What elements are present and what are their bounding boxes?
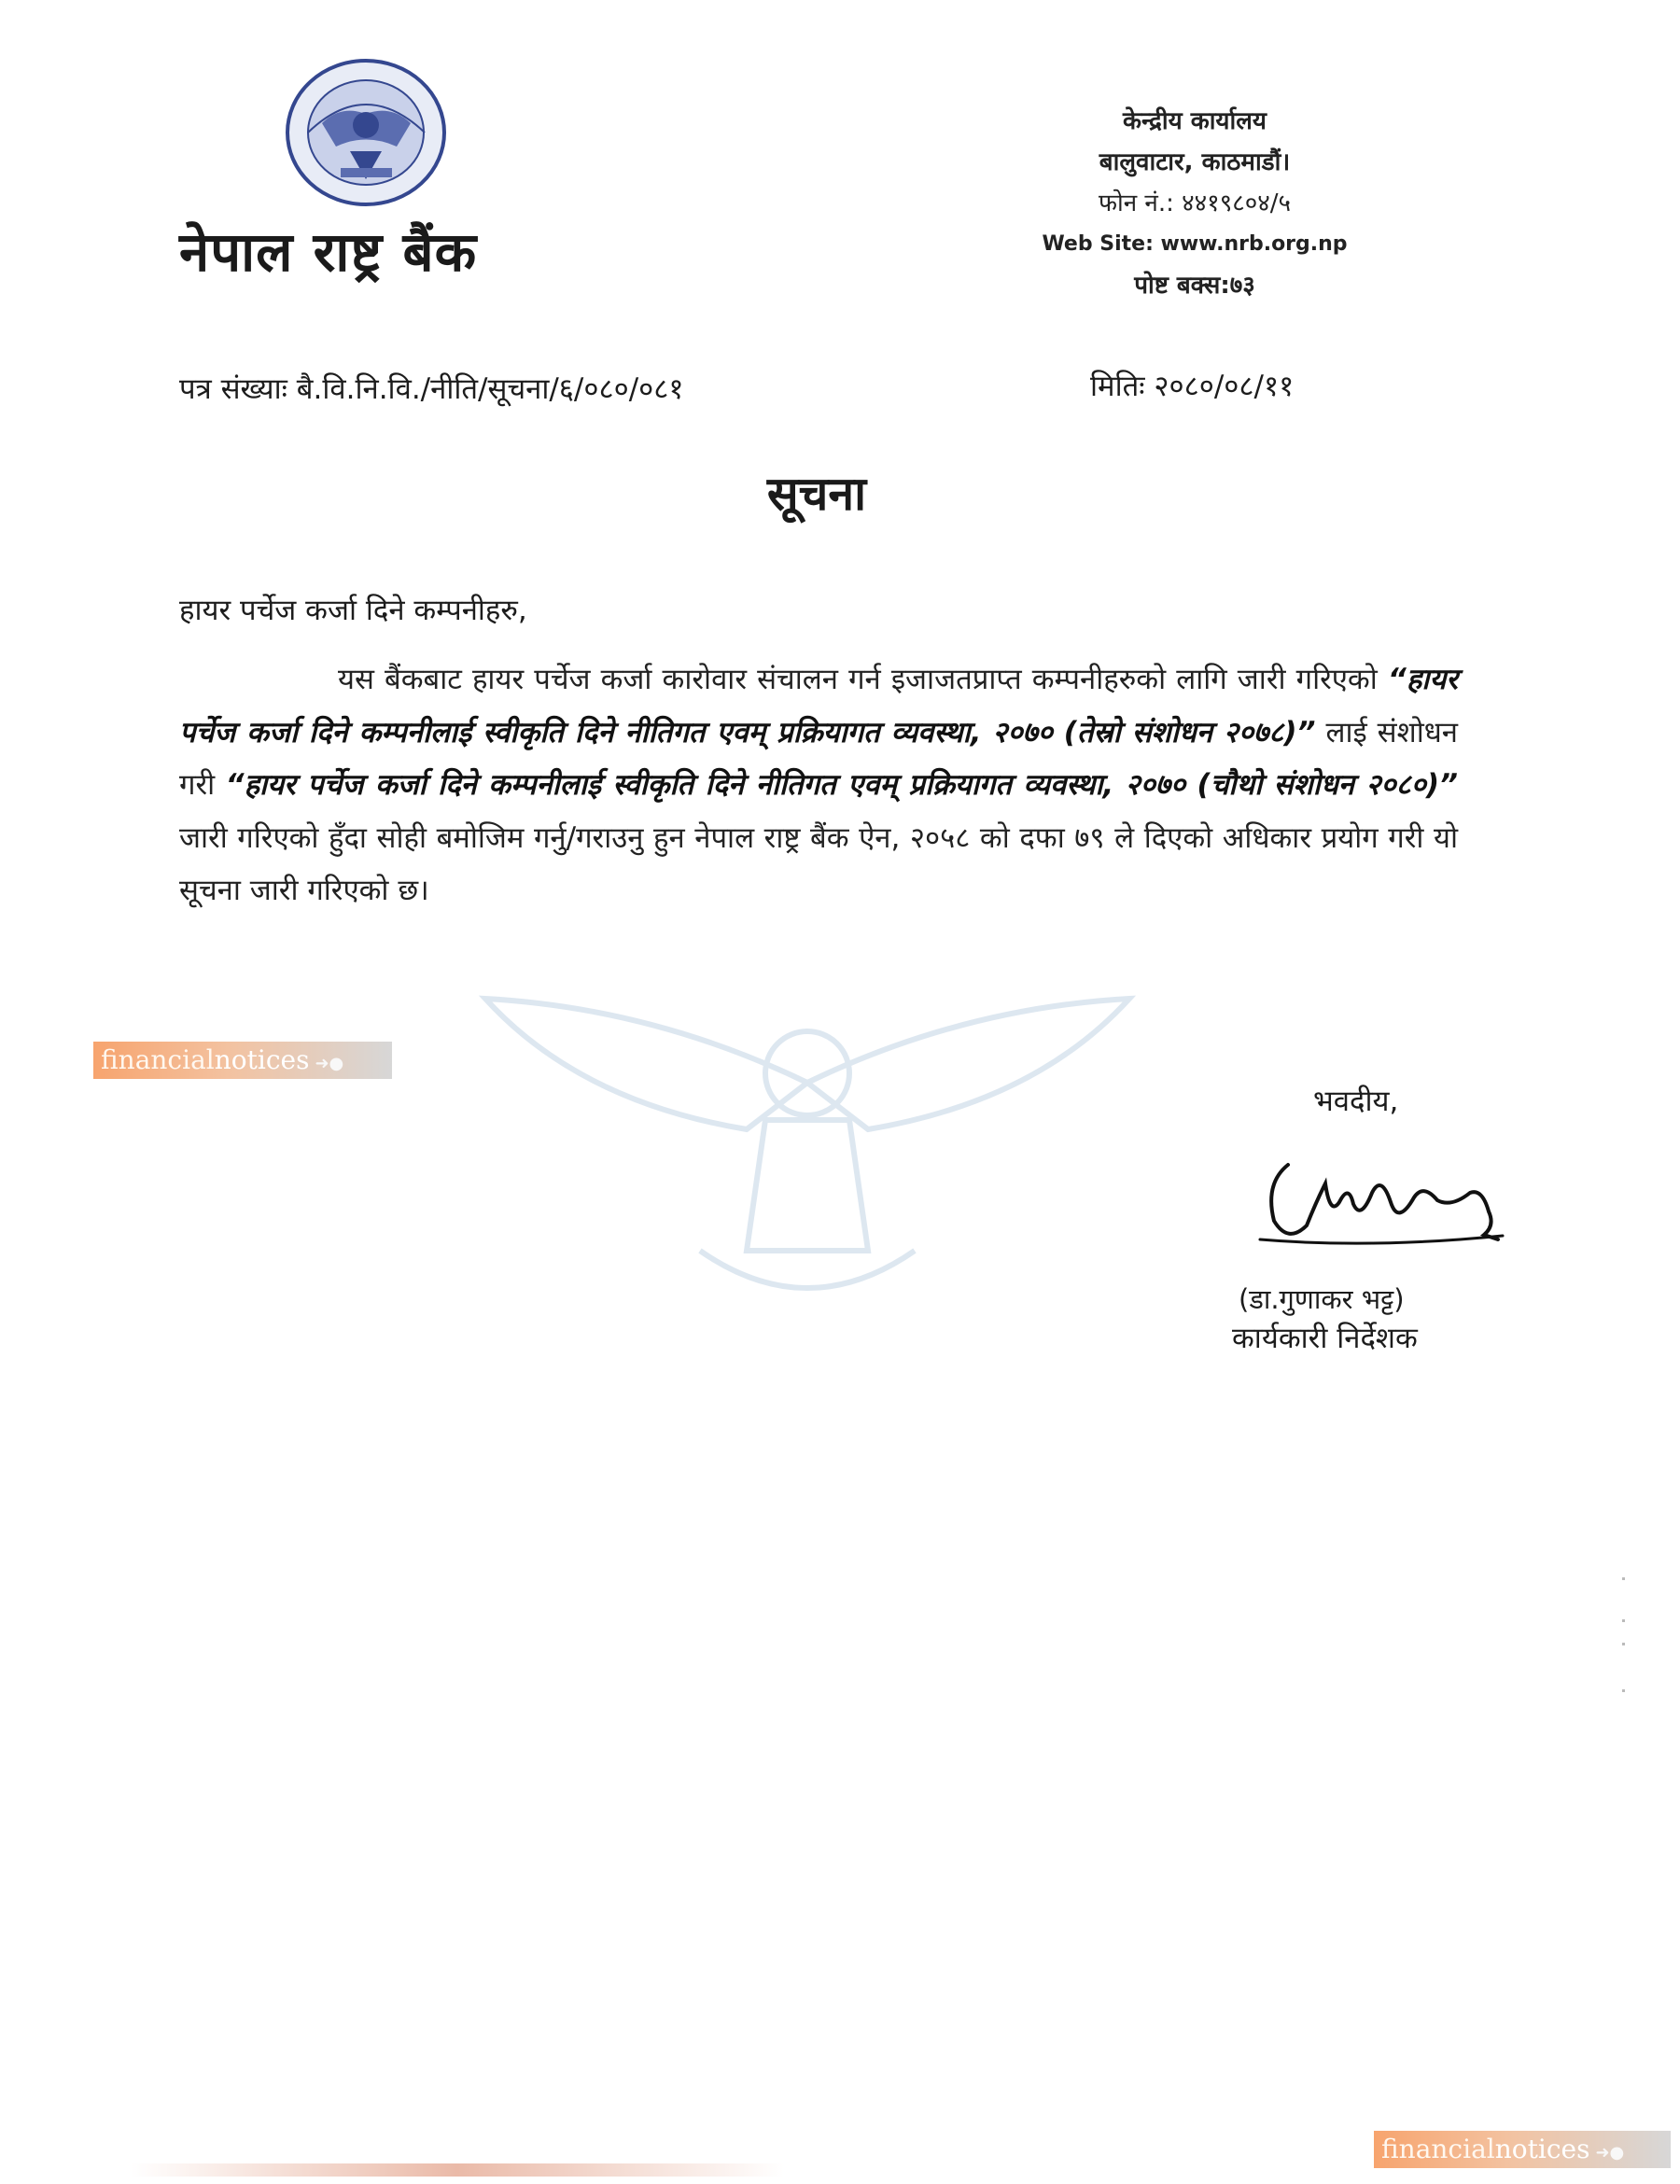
office-phone: फोन नं.: ४४१९८०४/५ bbox=[1098, 189, 1292, 217]
stamp-suffix: notices bbox=[214, 1044, 310, 1075]
office-address-block bbox=[980, 101, 1409, 306]
notice-body bbox=[179, 653, 1458, 917]
scan-speck bbox=[1622, 1689, 1625, 1692]
office-location: बालुवाटार, काठमाडौं। bbox=[1099, 148, 1291, 176]
notice-title: सूचना bbox=[766, 467, 867, 521]
stamp-arrow-icon: ➜● bbox=[315, 1054, 344, 1073]
financialnotices-stamp-bottom bbox=[1374, 2131, 1671, 2168]
body-text-1: यस बैंकबाट हायर पर्चेज कर्जा कारोवार संचालन गर्न इजाजतप्राप्त कम्पनीहरुको लागि जारी गरिएको bbox=[338, 663, 1388, 696]
office-name: केन्द्रीय कार्यालय bbox=[1123, 107, 1267, 135]
stamp-prefix: financial bbox=[1381, 2134, 1495, 2164]
closing-text: भवदीय, bbox=[1313, 1085, 1399, 1118]
salutation: हायर पर्चेज कर्जा दिने कम्पनीहरु, bbox=[179, 594, 527, 627]
body-quote-policy-4th-amendment: “हायर पर्चेज कर्जा दिने कम्पनीलाई स्वीकृति दिने नीतिगत एवम् प्रक्रियागत व्यवस्था, २०७० (चौथो संशोधन २०८०)” bbox=[225, 768, 1459, 802]
financialnotices-stamp bbox=[93, 1042, 392, 1079]
scan-speck bbox=[1622, 1619, 1625, 1622]
stamp-suffix: notices bbox=[1494, 2134, 1590, 2164]
signer-name: (डा.गुणाकर भट्ट) bbox=[1239, 1283, 1405, 1315]
scan-edge-streak bbox=[131, 2163, 784, 2177]
body-text-2: लाई संशोधन गरी bbox=[179, 715, 1459, 802]
body-text-3: जारी गरिएको हुँदा सोही बमोजिम गर्नु/गराउनु हुन नेपाल राष्ट्र बैंक ऐन, २०५८ को दफा ७९ ले दिएको अधिकार प्रयोग गरी यो सूचना जारी गरिएको छ। bbox=[179, 820, 1458, 907]
stamp-prefix: financial bbox=[101, 1044, 215, 1075]
garuda-watermark bbox=[467, 971, 1148, 1344]
letter-reference-number: पत्र संख्याः बै.वि.नि.वि./नीति/सूचना/६/०८०/०८१ bbox=[179, 372, 684, 406]
bank-name: नेपाल राष्ट्र बैंक bbox=[179, 220, 478, 284]
scan-speck bbox=[1622, 1577, 1625, 1580]
signer-designation: कार्यकारी निर्देशक bbox=[1232, 1322, 1418, 1355]
scan-speck bbox=[1622, 1643, 1625, 1645]
nrb-seal-logo bbox=[285, 58, 448, 207]
body-quote-policy-3rd-amendment: “हायर पर्चेज कर्जा दिने कम्पनीलाई स्वीकृति दिने नीतिगत एवम् प्रक्रियागत व्यवस्था, २०७० (तेस्रो संशोधन २०७८)” bbox=[179, 663, 1458, 749]
office-website: Web Site: www.nrb.org.np bbox=[1042, 232, 1348, 256]
letter-date: मितिः २०८०/०८/११ bbox=[1090, 370, 1295, 403]
handwritten-signature bbox=[1251, 1146, 1512, 1258]
stamp-arrow-icon: ➜● bbox=[1595, 2143, 1625, 2163]
office-po-box: पोष्ट बक्स:७३ bbox=[1134, 272, 1255, 300]
